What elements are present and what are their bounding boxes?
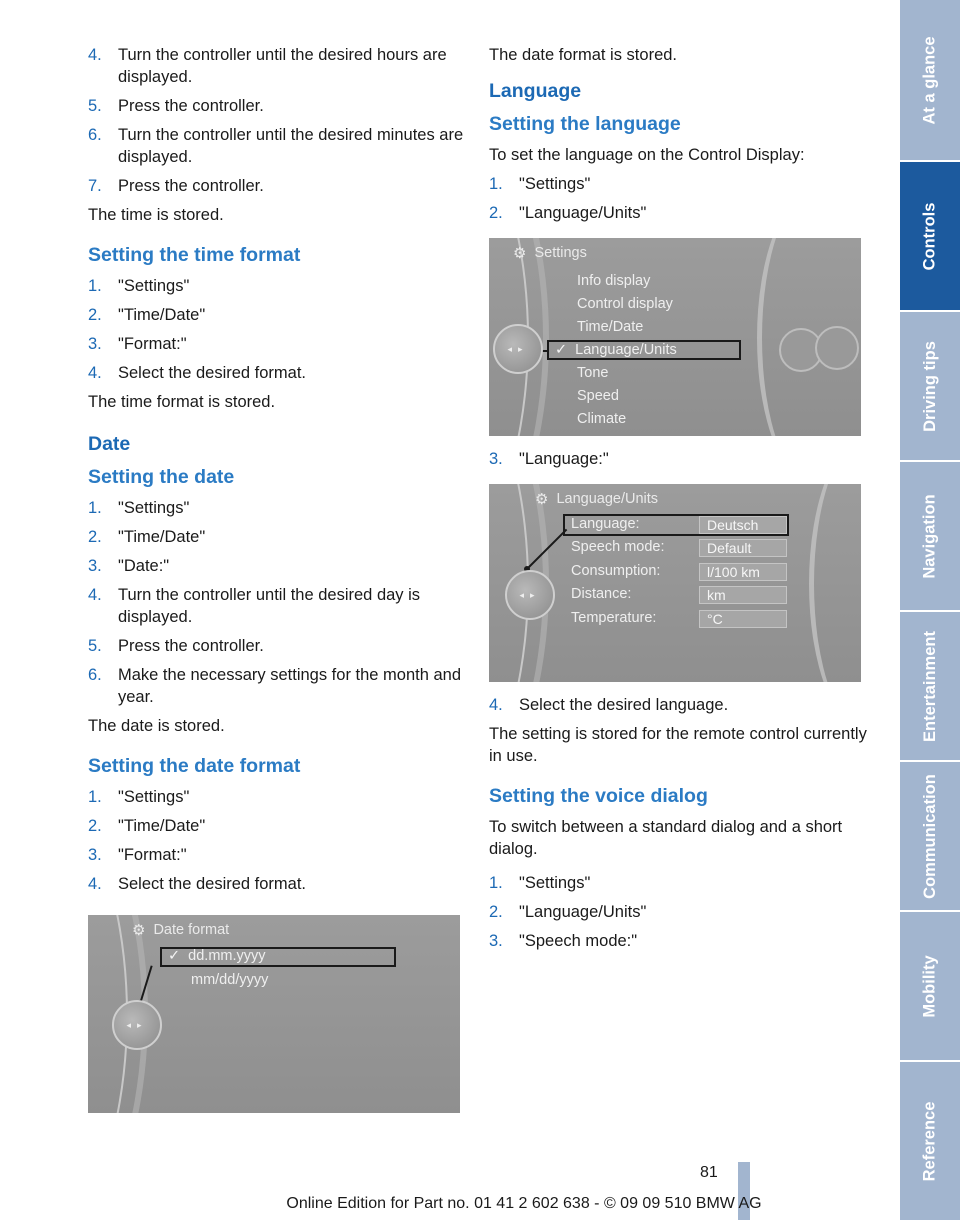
- list-item: 2. "Time/Date": [88, 817, 206, 835]
- page-number: 81: [700, 1164, 718, 1181]
- time-stored-text: The time is stored.: [88, 206, 224, 224]
- list-item: 4. Select the desired language.: [489, 696, 729, 714]
- setting-language-heading: Setting the language: [489, 113, 681, 135]
- language-stored-text: The setting is stored for the remote control currently in use.: [489, 725, 867, 765]
- tab-driving-tips[interactable]: Driving tips: [900, 312, 960, 462]
- list-item: 4. Turn the controller until the desired day is displayed.: [88, 586, 421, 626]
- list-item: 2. "Time/Date": [88, 528, 206, 546]
- date-format-heading: Setting the date format: [88, 755, 301, 777]
- list-item: 6. Turn the controller until the desired minutes are displayed.: [88, 126, 464, 166]
- tab-communication[interactable]: Communication: [900, 762, 960, 912]
- value-distance[interactable]: km: [699, 586, 787, 604]
- list-item: 3. "Format:": [88, 846, 187, 864]
- time-steps: [88, 44, 468, 197]
- list-item: 6. Make the necessary settings for the month and year.: [88, 666, 462, 706]
- language-units-screenshot: [489, 484, 861, 682]
- tab-mobility[interactable]: Mobility: [900, 912, 960, 1062]
- menu-button-icon: [815, 326, 859, 370]
- screen-title-text: Settings: [534, 245, 587, 261]
- controller-knob-icon: ◂▸: [505, 570, 555, 620]
- row-label-speech-mode: Speech mode:: [571, 539, 665, 555]
- list-item: 3. "Date:": [88, 557, 170, 575]
- list-item: 5. Press the controller.: [88, 97, 264, 115]
- settings-screenshot: [489, 238, 861, 436]
- chapter-tabs: [900, 0, 960, 1222]
- date-heading: Date: [88, 433, 131, 455]
- menu-item-control-display[interactable]: Control display: [577, 296, 673, 312]
- menu-item-tone[interactable]: Tone: [577, 365, 609, 381]
- list-item: 3. "Format:": [88, 335, 187, 353]
- list-item: 1. "Settings": [88, 788, 190, 806]
- controller-knob-icon: ◂▸: [112, 1000, 162, 1050]
- language-intro: To set the language on the Control Display:: [489, 146, 805, 164]
- voice-intro: To switch between a standard dialog and a short dialog.: [489, 818, 843, 858]
- screen-title: [132, 921, 229, 939]
- time-format-stored-text: The time format is stored.: [88, 393, 276, 411]
- gear-icon: ⚙: [132, 922, 146, 939]
- menu-item-mm-dd-yyyy[interactable]: mm/dd/yyyy: [191, 972, 269, 988]
- list-item: 4. Select the desired format.: [88, 364, 307, 382]
- date-format-stored-text: The date format is stored.: [489, 46, 678, 64]
- list-item: 4. Turn the controller until the desired hours are displayed.: [88, 46, 447, 86]
- list-item: 1. "Settings": [88, 499, 190, 517]
- gear-icon: ⚙: [513, 245, 527, 262]
- tab-reference[interactable]: Reference: [900, 1062, 960, 1222]
- list-item: 4. Select the desired format.: [88, 875, 307, 893]
- screen-title-text: Date format: [153, 922, 230, 938]
- value-consumption[interactable]: l/100 km: [699, 563, 787, 581]
- menu-item-time-date[interactable]: Time/Date: [577, 319, 644, 335]
- scroll-arc: [809, 484, 861, 682]
- menu-item-speed[interactable]: Speed: [577, 388, 619, 404]
- row-label-language: Language:: [571, 516, 640, 532]
- row-label-consumption: Consumption:: [571, 563, 661, 579]
- row-label-distance: Distance:: [571, 586, 632, 602]
- screen-title: [535, 490, 658, 508]
- list-item: 5. Press the controller.: [88, 637, 264, 655]
- left-column: [88, 44, 468, 1135]
- language-heading: Language: [489, 80, 582, 102]
- time-format-heading: Setting the time format: [88, 244, 301, 266]
- menu-item-climate[interactable]: Climate: [577, 411, 627, 427]
- menu-item-language-units[interactable]: ✓ Language/Units: [555, 342, 677, 358]
- tab-at-a-glance[interactable]: At a glance: [900, 0, 960, 162]
- tab-navigation[interactable]: Navigation: [900, 462, 960, 612]
- list-item: 2. "Language/Units": [489, 903, 647, 921]
- tab-entertainment[interactable]: Entertainment: [900, 612, 960, 762]
- screen-title: [513, 244, 587, 262]
- tab-controls[interactable]: Controls: [900, 162, 960, 312]
- controller-knob-icon: ◂▸: [493, 324, 543, 374]
- list-item: 1. "Settings": [489, 175, 591, 193]
- right-column: [489, 44, 869, 959]
- list-item: 2. "Language/Units": [489, 204, 647, 222]
- voice-dialog-heading: Setting the voice dialog: [489, 785, 708, 807]
- edition-footer: Online Edition for Part no. 01 41 2 602 638 - © 09 09 510 BMW AG: [286, 1195, 762, 1212]
- list-item: 3. "Speech mode:": [489, 932, 638, 950]
- value-temperature[interactable]: °C: [699, 610, 787, 628]
- list-item: 3. "Language:": [489, 450, 609, 468]
- check-icon: ✓: [555, 342, 568, 358]
- date-format-screenshot: [88, 915, 460, 1113]
- screen-title-text: Language/Units: [556, 491, 659, 507]
- check-icon: ✓: [168, 948, 181, 964]
- value-speech-mode[interactable]: Default: [699, 539, 787, 557]
- menu-item-dd-mm-yyyy[interactable]: ✓ dd.mm.yyyy: [168, 948, 266, 964]
- list-item: 1. "Settings": [88, 277, 190, 295]
- date-stored-text: The date is stored.: [88, 717, 225, 735]
- row-label-temperature: Temperature:: [571, 610, 657, 626]
- setting-date-heading: Setting the date: [88, 466, 235, 488]
- value-language[interactable]: Deutsch: [699, 516, 787, 534]
- list-item: 7. Press the controller.: [88, 177, 264, 195]
- list-item: 1. "Settings": [489, 874, 591, 892]
- menu-item-info-display[interactable]: Info display: [577, 273, 651, 289]
- list-item: 2. "Time/Date": [88, 306, 206, 324]
- gear-icon: ⚙: [535, 491, 549, 508]
